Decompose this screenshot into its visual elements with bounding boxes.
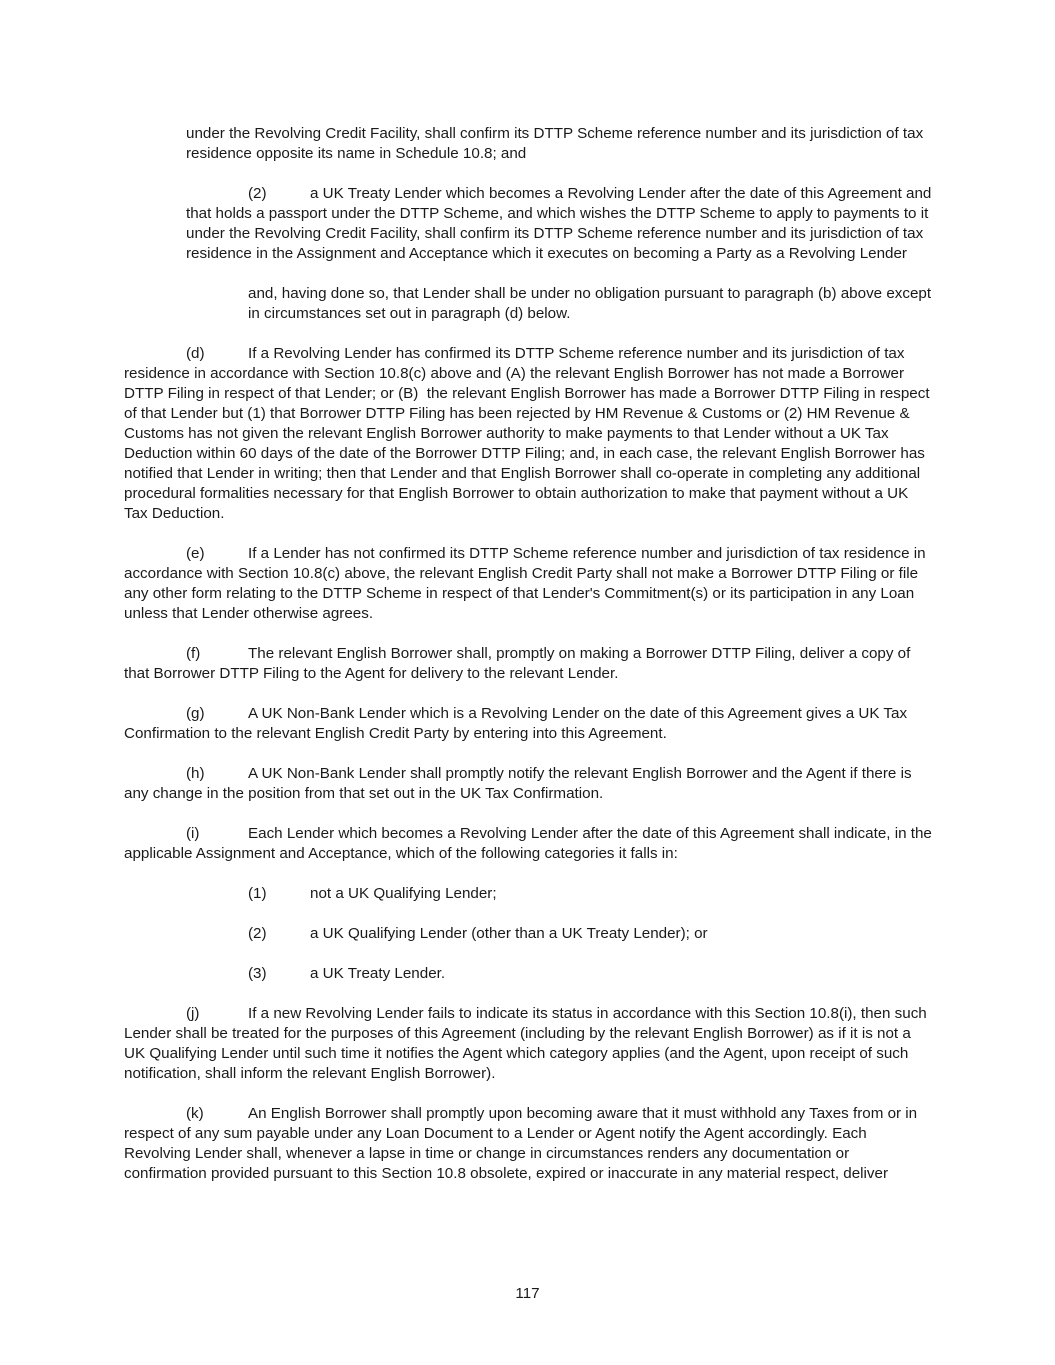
paragraph-i (124, 824, 937, 864)
paragraph-label: (j) (186, 1005, 200, 1022)
paragraph-text: If a Lender has not confirmed its DTTP Scheme reference number and jurisdiction of tax residence in accordance with Section 10.8(c) above, the relevant English Credit Party shall not make a Borrower DTTP Filing or file any other form relating to the DTTP Scheme in respect of that Lender's Commitment(s) or its participation in any Loan unless that Lender otherwise agrees. (124, 545, 930, 622)
category-text: a UK Qualifying Lender (other than a UK Treaty Lender); or (310, 925, 708, 942)
paragraph-text: If a Revolving Lender has confirmed its DTTP Scheme reference number and its jurisdiction of tax residence in accordance with Section 10.8(c) above and (A) the relevant English Borrower has not made a Borrower DTTP Filing in respect of that Lender; or (B) the relevant English Borrower has made a Borrower DTTP Filing in respect of that Lender but (1) that Borrower DTTP Filing has been rejected by HM Revenue & Customs or (2) HM Revenue & Customs has not given the relevant English Borrower authority to make payments to that Lender without a UK Tax Deduction within 60 days of the date of the Borrower DTTP Filing; and, in each case, the relevant English Borrower has notified that Lender in writing; then that Lender and that English Borrower shall co-operate in completing any additional procedural formalities necessary for that English Borrower to obtain authorization to make that payment without a UK Tax Deduction. (124, 345, 934, 522)
paragraph-label: (h) (186, 765, 205, 782)
sub-paragraph-text: a UK Treaty Lender which becomes a Revolving Lender after the date of this Agreement and that holds a passport under the DTTP Scheme, and which wishes the DTTP Scheme to apply to payments to it under the Revolving Credit Facility, shall confirm its DTTP Scheme reference number and its jurisdiction of tax residence in the Assignment and Acceptance which it executes on becoming a Party as a Revolving Lender (186, 185, 936, 262)
document-page (124, 124, 937, 1204)
paragraph-j (124, 1004, 934, 1084)
paragraph-text: A UK Non-Bank Lender which is a Revolving Lender on the date of this Agreement gives a UK Tax Confirmation to the relevant English Credit Party by entering into this Agreement. (124, 705, 912, 742)
paragraph-text: If a new Revolving Lender fails to indicate its status in accordance with this Section 10.8(i), then such Lender shall be treated for the purposes of this Agreement (including by the relevant English Borrower) as if it is not a UK Qualifying Lender until such time it notifies the Agent which category applies (and the Agent, upon receipt of such notification, shall inform the relevant English Borrower). (124, 1005, 931, 1082)
category-label: (2) (248, 925, 267, 942)
paragraph-text: A UK Non-Bank Lender shall promptly notify the relevant English Borrower and the Agent if there is any change in the position from that set out in the UK Tax Confirmation. (124, 765, 916, 802)
paragraph-label: (e) (186, 545, 205, 562)
paragraph-label: (d) (186, 345, 205, 362)
continuation-paragraph: under the Revolving Credit Facility, shall confirm its DTTP Scheme reference number and its jurisdiction of tax residence opposite its name in Schedule 10.8; and (186, 125, 928, 162)
paragraph-e (124, 544, 934, 624)
category-item-1 (248, 884, 934, 904)
paragraph-text: An English Borrower shall promptly upon becoming aware that it must withhold any Taxes from or in respect of any sum payable under any Loan Document to a Lender or Agent notify the Agent accordingly. Each Revolving Lender shall, whenever a lapse in time or change in circumstances renders any documentation or confirmation provided pursuant to this Section 10.8 obsolete, expired or inaccurate in any material respect, deliver (124, 1105, 922, 1182)
category-text: a UK Treaty Lender. (310, 965, 446, 982)
paragraph-g (124, 704, 934, 744)
paragraph-d (124, 344, 934, 524)
page-number: 117 (515, 1285, 540, 1302)
closing-paragraph: and, having done so, that Lender shall be under no obligation pursuant to paragraph (b) above except in circumstances set out in paragraph (d) below. (248, 285, 936, 322)
category-label: (3) (248, 965, 267, 982)
paragraph-k (124, 1104, 934, 1184)
category-text: not a UK Qualifying Lender; (310, 885, 497, 902)
sub-paragraph-label: (2) (248, 185, 267, 202)
paragraph-f (124, 644, 934, 684)
paragraph-label: (g) (186, 705, 205, 722)
paragraph-label: (i) (186, 825, 200, 842)
category-item-3 (248, 964, 934, 984)
category-label: (1) (248, 885, 267, 902)
paragraph-text: The relevant English Borrower shall, promptly on making a Borrower DTTP Filing, deliver a copy of that Borrower DTTP Filing to the Agent for delivery to the relevant Lender. (124, 645, 915, 682)
category-item-2 (248, 924, 934, 944)
paragraph-label: (f) (186, 645, 201, 662)
sub-paragraph-2 (186, 184, 934, 264)
paragraph-h (124, 764, 934, 804)
paragraph-label: (k) (186, 1105, 204, 1122)
paragraph-text: Each Lender which becomes a Revolving Lender after the date of this Agreement shall indicate, in the applicable Assignment and Acceptance, which of the following categories it falls in: (124, 825, 937, 862)
